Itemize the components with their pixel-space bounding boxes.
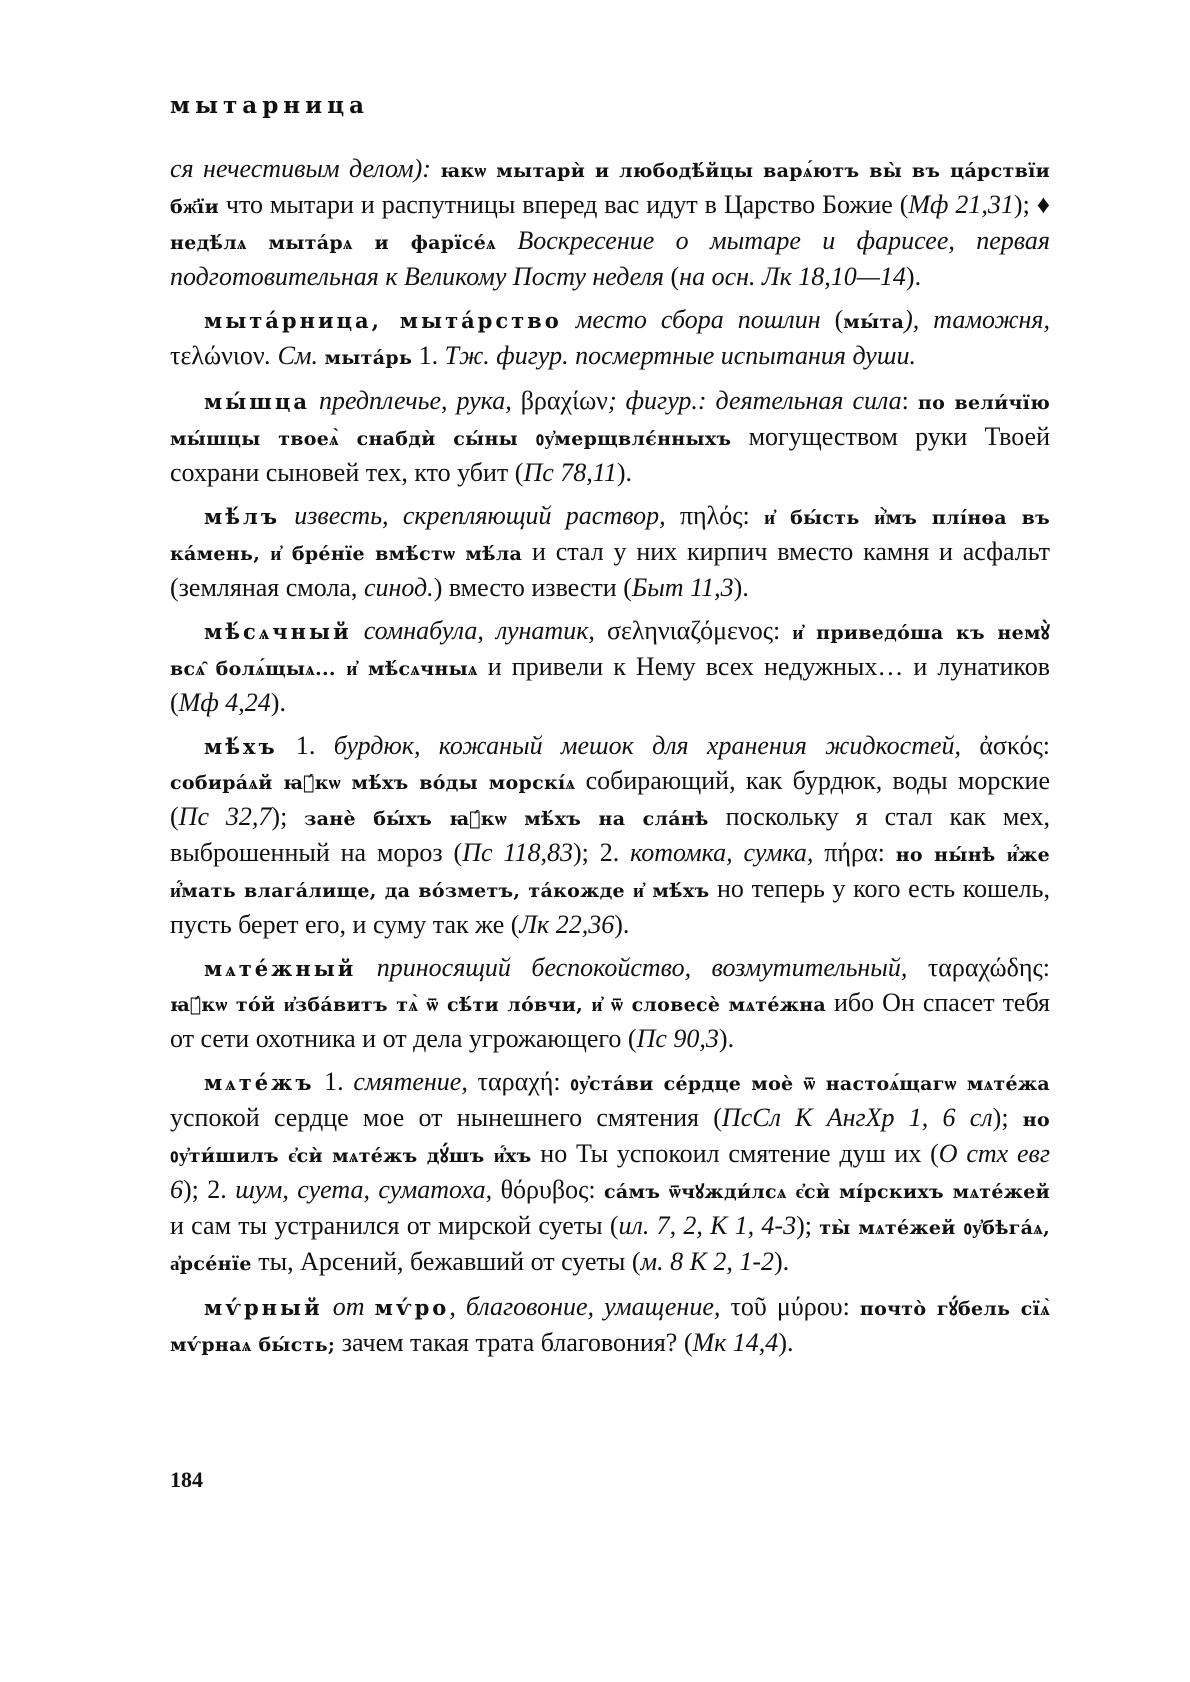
plain-text: : xyxy=(553,1067,571,1096)
dictionary-entry-myatezh xyxy=(170,1065,1050,1281)
plain-text: ) вместо извести ( xyxy=(433,573,632,602)
plain-text: τοῦ μύρου xyxy=(730,1292,843,1321)
italic-text: Быт 11,3 xyxy=(631,573,734,602)
plain-text: ). xyxy=(718,1024,735,1053)
church-slavonic-quote: собира́ѧй ꙗ҆́кѡ мѣ́хъ во́ды морскі́ѧ xyxy=(170,772,576,794)
italic-text: м. 8 К 2, 1-2 xyxy=(640,1247,775,1276)
plain-text: и привели к Нему всех недужных… и лунатиков ( xyxy=(170,652,1050,717)
italic-text: смятение, xyxy=(353,1067,478,1096)
church-slavonic-quote: ᲂу҆ста́ви се́рдце моѐ ѿ настоѧ́щагѡ мѧте́жа xyxy=(570,1073,1050,1095)
plain-text: : xyxy=(877,838,896,867)
plain-text: ( xyxy=(820,305,844,334)
church-slavonic-quote: занѐ бы́хъ ꙗ҆́кѡ мѣ́хъ на сла́нѣ xyxy=(304,808,709,830)
dictionary-entry-myshca xyxy=(170,384,1050,490)
headword: мыта́рница, мыта́рство xyxy=(204,308,562,333)
italic-text: Мф 21,31 xyxy=(908,190,1014,219)
plain-text: : xyxy=(842,1292,860,1321)
plain-text: ταραχή xyxy=(477,1067,554,1096)
plain-text: ταραχώδης xyxy=(927,953,1043,982)
plain-text: могуществом руки Твоей сохрани сыновей тех, кто убит ( xyxy=(170,422,1050,487)
plain-text: и сам ты устранился от мирской суеты ( xyxy=(170,1211,619,1240)
church-slavonic-quote: но ны́нѣ и҆́же и҆́мать влага́лище, да во́зметъ, та́кожде и҆ мѣ́хъ xyxy=(170,844,1050,902)
italic-text: синод. xyxy=(363,573,434,602)
plain-text: ). xyxy=(905,262,922,291)
plain-text: σεληνιαζόμενος xyxy=(606,616,774,645)
plain-text: : xyxy=(1042,731,1051,760)
italic-text: Пс 32,7 xyxy=(178,802,272,831)
church-slavonic-quote: мыта́рь xyxy=(324,347,413,369)
italic-text: предплечье, рука, xyxy=(309,386,521,415)
church-slavonic-quote: ꙗкѡ мытарѝ и любодѣ́йцы варѧ́ютъ вы̀ въ ца́рствїи бж҃їи xyxy=(170,160,1050,218)
dictionary-entry-cont xyxy=(170,152,1050,294)
italic-text: Мк 14,4 xyxy=(692,1328,779,1357)
italic-text: бурдюк, кожаный мешок для хранения жидкостей, xyxy=(333,731,980,760)
plain-text: но теперь у кого есть кошель, пусть берет его, и суму так же ( xyxy=(170,874,1050,939)
plain-text: ); 2. xyxy=(183,1175,236,1204)
church-slavonic-quote: ꙗ҆́кѡ то́й и҆зба́витъ тѧ̀ ѿ сѣ́ти ло́вчи, и҆ ѿ словесѐ мѧте́жна xyxy=(170,994,827,1016)
italic-text: Пс 78,11 xyxy=(523,458,617,487)
italic-text: Пс 118,83 xyxy=(462,838,573,867)
church-slavonic-quote: недѣ́лѧ мыта́рѧ и фарїсе́ѧ xyxy=(170,232,496,254)
plain-text: : xyxy=(773,616,793,645)
plain-text: ); xyxy=(271,802,305,831)
plain-text: ). xyxy=(616,458,633,487)
plain-text: ); xyxy=(796,1211,820,1240)
headword: мѧте́жный xyxy=(204,956,357,981)
italic-text: Пс 90,3 xyxy=(636,1024,719,1053)
plain-text: но Ты успокоил смятение душ их ( xyxy=(531,1139,939,1168)
italic-text: сомнабула, лунатик, xyxy=(351,616,607,645)
plain-text: ). xyxy=(774,1247,790,1276)
dictionary-entry-murny xyxy=(170,1290,1050,1362)
headword: мѵ́ро xyxy=(374,1295,450,1320)
plain-text: βραχίων xyxy=(520,386,608,415)
church-slavonic-quote: и҆ бы́сть и҆̀мъ плі́нѳа въ ка́мень, и҆ бре́нїе вмѣ́стѡ мѣ́ла xyxy=(170,507,1050,565)
italic-text: Тж. фигур. посмертные испытания души. xyxy=(444,341,916,370)
dictionary-entry-mytarnica xyxy=(170,303,1050,375)
headword: мѣ́хъ xyxy=(204,734,278,759)
plain-text: ). xyxy=(270,688,286,717)
headword: мѣ́лъ xyxy=(204,504,280,529)
church-slavonic-quote: но ᲂу҆ти́шилъ є҆сѝ мѧте́жъ дꙋ́шъ и҆́хъ xyxy=(170,1109,1050,1167)
plain-text: : xyxy=(588,1175,605,1204)
plain-text: ); 2. xyxy=(572,838,631,867)
italic-text: место сбора пошлин xyxy=(561,305,821,334)
plain-text: собирающий, как бурдюк, воды морские ( xyxy=(170,766,1050,831)
dictionary-entry-myatezhny xyxy=(170,951,1050,1056)
italic-text: ил. 7, 2, К 1, 4-3 xyxy=(618,1211,797,1240)
headword: мѣ́сѧчный xyxy=(204,619,352,644)
italic-text: Воскресение о мытаре и фарисее, первая подготовительная к Великому Посту неделя xyxy=(170,226,1051,291)
italic-text: ПсСл К АнгХр 1, 6 сл xyxy=(721,1103,993,1132)
plain-text: что мытари и распутницы вперед вас идут в Царство Божие ( xyxy=(218,190,909,219)
plain-text: : xyxy=(901,386,918,415)
plain-text: ); ♦ xyxy=(1013,190,1050,219)
church-slavonic-quote: и҆ приведо́ша къ немꙋ̀ всѧ̑ болѧ́щыѧ... и҆ мѣ́сѧчныѧ xyxy=(170,622,1050,680)
plain-text: 1. xyxy=(277,731,334,760)
plain-text: поскольку я стал как мех, выброшенный на мороз ( xyxy=(170,802,1050,867)
dictionary-entry-mel xyxy=(170,499,1050,605)
plain-text: ἀσκός xyxy=(979,731,1043,760)
dictionary-body xyxy=(170,152,1050,1362)
plain-text: 1. xyxy=(412,341,445,370)
plain-text: ибо Он спасет тебя от сети охотника и от дела угрожающего ( xyxy=(170,988,1051,1053)
italic-text: приносящий беспокойство, возмутительный, xyxy=(356,953,928,982)
headword: мы́шца xyxy=(204,389,310,414)
italic-text: , благовоние, умащение, xyxy=(449,1292,731,1321)
dictionary-entry-meh xyxy=(170,729,1050,942)
italic-text: котомка, сумка, xyxy=(630,838,825,867)
plain-text: и стал у них кирпич вместо камня и асфальт (земляная смола, xyxy=(170,537,1050,602)
plain-text: πηλός xyxy=(679,501,743,530)
headword: мѵ́рный xyxy=(204,1295,323,1320)
italic-text: ; фигур.: деятельная сила xyxy=(607,386,902,415)
italic-text: ся нечестивым делом): xyxy=(170,154,441,183)
plain-text: : xyxy=(742,501,765,530)
italic-text: от xyxy=(322,1292,375,1321)
plain-text: τελώνιον xyxy=(170,341,265,370)
plain-text: : xyxy=(1042,953,1050,982)
italic-text: . См. xyxy=(264,341,325,370)
plain-text: ты, Арсений, бежавший от суеты ( xyxy=(251,1247,641,1276)
plain-text: πήρα xyxy=(824,838,878,867)
plain-text: θόρυβος xyxy=(500,1175,589,1204)
page-number: 184 xyxy=(170,1467,203,1492)
church-slavonic-quote: са́мъ ѿчꙋжди́лсѧ є҆сѝ мі́рскихъ мѧте́жей xyxy=(604,1181,1050,1203)
italic-text: известь, скрепляющий раствор, xyxy=(279,501,680,530)
italic-text: ), таможня, xyxy=(904,305,1050,334)
plain-text: 1. xyxy=(314,1067,354,1096)
plain-text: успокой сердце мое от нынешнего смятения ( xyxy=(170,1103,722,1132)
italic-text: шум, суета, суматоха, xyxy=(235,1175,501,1204)
italic-text: О стх евг 6 xyxy=(170,1139,1050,1204)
dictionary-entry-mesyachny xyxy=(170,614,1050,720)
headword: мѧте́жъ xyxy=(204,1070,315,1095)
church-slavonic-quote: мы́та xyxy=(843,311,905,333)
plain-text: ( xyxy=(664,262,680,291)
italic-text: Мф 4,24 xyxy=(178,688,271,717)
italic-text: на осн. Лк 18,10—14 xyxy=(679,262,906,291)
plain-text: зачем такая трата благовония? ( xyxy=(335,1328,693,1357)
plain-text: ). xyxy=(614,910,630,939)
church-slavonic-quote: почто̀ гꙋ́бель сїѧ̀ мѵ́рнаѧ бы́сть; xyxy=(170,1298,1050,1356)
plain-text: ); xyxy=(992,1103,1023,1132)
running-head: мытарница xyxy=(170,92,370,119)
italic-text: Лк 22,36 xyxy=(519,910,615,939)
plain-text: ). xyxy=(733,573,749,602)
plain-text: ). xyxy=(778,1328,794,1357)
church-slavonic-quote: ты̀ мѧте́жей ᲂу҆бѣга́ѧ, а҆рсе́нїе xyxy=(170,1217,1050,1275)
church-slavonic-quote: по вели́чїю мы́шцы твоеѧ̀ снабдѝ сы́ны ᲂу҆мерщвлє́нныхъ xyxy=(170,392,1050,450)
